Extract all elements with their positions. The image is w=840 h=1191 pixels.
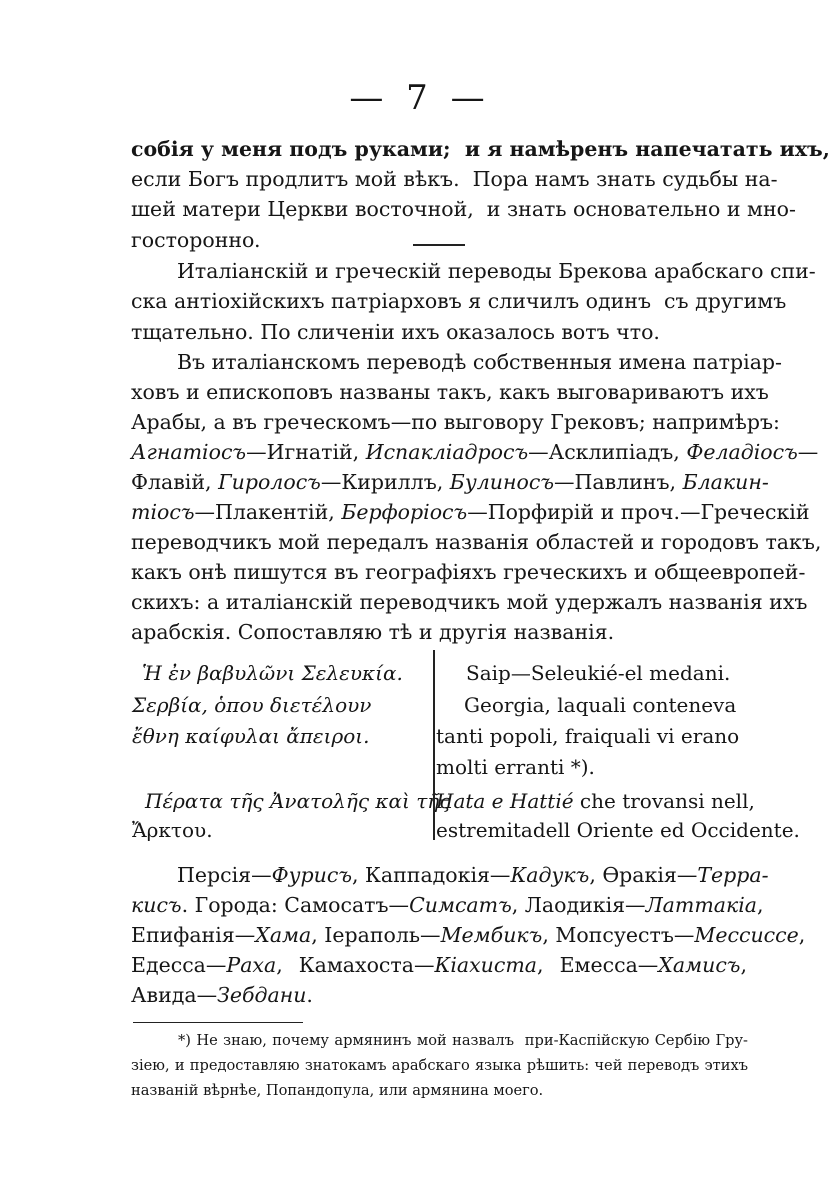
italic-name: Раха	[226, 953, 277, 977]
text-segment: —Павлинъ,	[553, 470, 683, 494]
text-segment: , Емесса—	[537, 953, 659, 977]
text-segment: Флавій,	[131, 470, 219, 494]
italian-name: tanti popoli, fraiquali vi erano	[436, 724, 740, 748]
italic-name: Агнатіосъ	[131, 440, 247, 464]
para2-line: тщательно. По сличеніи ихъ оказалось вотъ что.	[131, 320, 660, 344]
text-segment: . Города: Самосатъ—	[181, 893, 410, 917]
para2-line: ска антіохійскихъ патріарховъ я сличилъ одинъ съ другимъ	[131, 289, 787, 313]
para4-mixed-line	[131, 890, 764, 920]
italic-name: Латтакіа	[645, 893, 758, 917]
text-segment: Епифанія—	[131, 923, 256, 947]
italic-name: Мессиссе	[694, 923, 799, 947]
italian-name	[436, 786, 755, 816]
greek-name: Σερβία, ὁπου διετέλουν	[132, 693, 372, 717]
para3-line: ховъ и епископовъ названы такъ, какъ выговариваютъ ихъ	[131, 380, 769, 404]
text-segment: , Мопсуестъ—	[542, 923, 695, 947]
text-segment: , Іераполь—	[311, 923, 441, 947]
italic-name: Блакин-	[682, 470, 769, 494]
italic-name: Фурисъ	[271, 863, 352, 887]
greek-name: Πέρατα τῆς Ἀνατολῆς καὶ τῆς	[145, 789, 451, 813]
text-segment: Персія—	[177, 863, 272, 887]
text-segment: —Игнатій,	[246, 440, 366, 464]
section-rule	[413, 244, 465, 246]
footnote-line: *) Не знаю, почему армянинъ мой назвалъ при-Каспійскую Сербію Гру-	[178, 1032, 748, 1049]
text-segment: Авида—	[131, 983, 218, 1007]
para1-line: гостороннo.	[131, 228, 261, 252]
para3-line: какъ онѣ пишутся въ географіяхъ греческихъ и общеевропей-	[131, 560, 806, 584]
greek-name: ἔθνη καίφυλαι ἄπειροι.	[132, 724, 370, 748]
text-segment: , Ѳракія—	[589, 863, 698, 887]
italian-name: Georgia, laquali conteneva	[464, 693, 737, 717]
italic-name: Хамисъ	[658, 953, 741, 977]
italian-name: Saip—Seleukié-el medani.	[466, 661, 731, 685]
para1-line: собія у меня подъ руками; и я намѣренъ напечатать ихъ,	[131, 137, 830, 161]
italic-name: Булиносъ	[449, 470, 554, 494]
para3-line: скихъ: а италіанскій переводчикъ мой удержалъ названія ихъ	[131, 590, 808, 614]
italic-name: Кадукъ	[510, 863, 590, 887]
italic-name: Симсатъ	[409, 893, 512, 917]
italic-name: Гиролосъ	[218, 470, 321, 494]
para1-line: если Богъ продлитъ мой вѣкъ. Пора намъ знать судьбы на-	[131, 167, 778, 191]
italic-name: Феладіосъ	[686, 440, 798, 464]
italian-name: molti erranti *).	[436, 755, 595, 779]
italian-name-rest: che trovansi nell,	[573, 789, 755, 813]
para3-mixed-line	[131, 497, 810, 527]
text-segment: —Порфирій и проч.—Греческій	[467, 500, 810, 524]
para2-line: Италіанскій и греческій переводы Брекова арабскаго спи-	[177, 259, 816, 283]
italian-name: estremitadell Oriente ed Occidente.	[436, 818, 800, 842]
para4-mixed-line	[131, 950, 747, 980]
text-segment: —Асклипіадъ,	[528, 440, 687, 464]
text-segment: , Камахоста—	[276, 953, 435, 977]
footnote-rule	[133, 1022, 303, 1023]
para3-line: Въ италіанскомъ переводѣ собственныя имена патріар-	[177, 350, 782, 374]
footnote-line: названій вѣрнѣе, Попандопула, или армянина моего.	[131, 1082, 544, 1099]
italic-name: Хама	[255, 923, 312, 947]
italic-name: тіосъ	[131, 500, 195, 524]
para4-mixed-line	[131, 980, 313, 1010]
para3-line: переводчикъ мой передалъ названія областей и городовъ такъ,	[131, 530, 822, 554]
page-number: — 7 —	[349, 78, 491, 118]
para3-mixed-line	[131, 467, 769, 497]
para4-mixed-line	[177, 860, 769, 890]
text-segment: Едесса—	[131, 953, 227, 977]
text-segment: ,	[798, 923, 806, 947]
para1-line: шей матери Церкви восточной, и знать основательно и мно-	[131, 197, 796, 221]
italic-name: Терра-	[697, 863, 769, 887]
footnote-line: зіею, и предоставляю знатокамъ арабскаго языка рѣшить: чей переводъ этихъ	[131, 1057, 748, 1074]
text-segment: —Кириллъ,	[320, 470, 450, 494]
column-divider	[433, 650, 435, 840]
text-segment: —	[797, 440, 819, 464]
text-segment: ,	[757, 893, 764, 917]
italic-name: Берфоріосъ	[341, 500, 468, 524]
text-segment: .	[306, 983, 313, 1007]
italic-name: Кіахиста	[434, 953, 538, 977]
greek-name: Ἡ ἐν βαβυλῶνι Σελευκία.	[142, 661, 403, 685]
para3-line: арабскія. Сопоставляю тѣ и другія названія.	[131, 620, 615, 644]
para4-mixed-line	[131, 920, 806, 950]
italian-name-italic: Hata e Hattié	[436, 789, 574, 813]
para3-mixed-line	[131, 437, 819, 467]
text-segment: —Плакентій,	[194, 500, 342, 524]
text-segment: , Лаодикія—	[511, 893, 646, 917]
text-segment: , Каппадокія—	[352, 863, 511, 887]
italic-name: кисъ	[131, 893, 182, 917]
para3-line: Арабы, а въ греческомъ—по выговору Грековъ; напримѣръ:	[131, 410, 780, 434]
greek-name: Ἄρκτου.	[132, 818, 213, 842]
italic-name: Испакліадросъ	[365, 440, 529, 464]
italic-name: Зебдани	[217, 983, 307, 1007]
italic-name: Мембикъ	[440, 923, 543, 947]
text-segment: ,	[740, 953, 747, 977]
